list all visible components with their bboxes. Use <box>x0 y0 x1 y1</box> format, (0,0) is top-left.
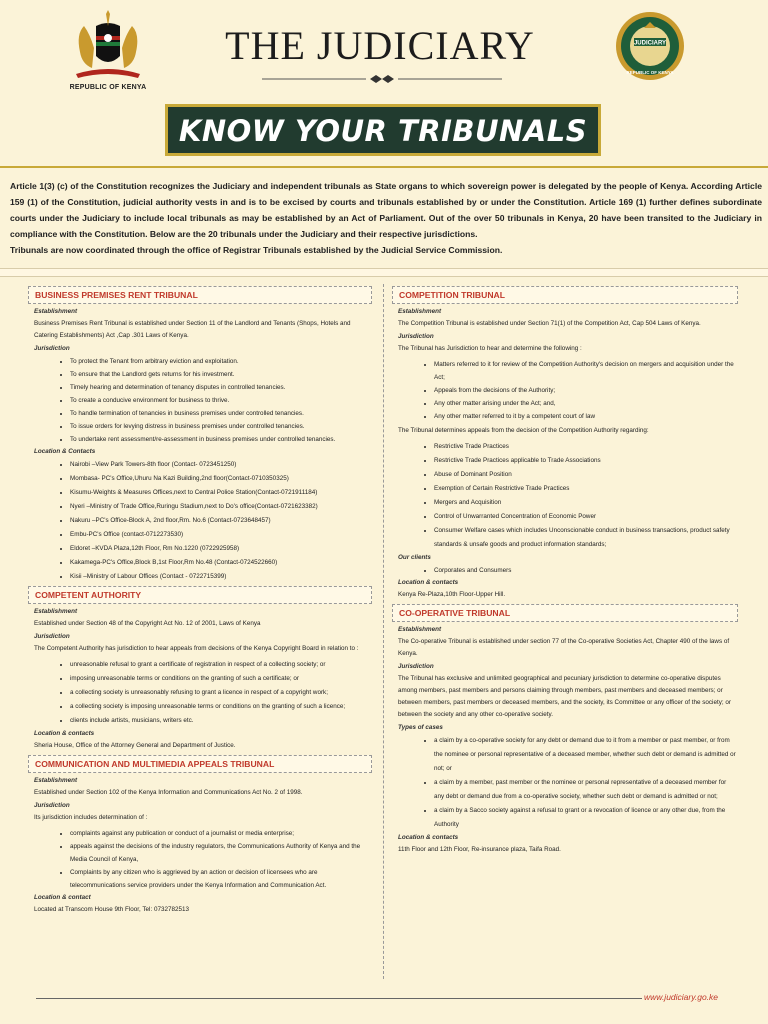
list-item: • To ensure that the Landlord gets returns for his investment. <box>70 368 372 381</box>
jurisdiction-label: Jurisdiction <box>34 802 70 809</box>
jurisdiction-text: The Tribunal has Jurisdiction to hear and determine the following : <box>398 345 582 352</box>
judiciary-emblem-icon <box>614 8 686 84</box>
list-item: • Kisumu-Weights & Measures Offices,next to Central Police Station(Contact-0721911184) <box>70 486 372 500</box>
jurisdiction-list <box>392 358 738 423</box>
establishment-text: Established under Section 102 of the Kenya Information and Communications Act No. 2 of 1998. <box>34 789 303 796</box>
list-item: • To issue orders for levying distress in business premises under controlled tenancies. <box>70 420 372 433</box>
jurisdiction-list <box>28 658 372 728</box>
list-item: • Matters referred to it for review of the Competition Authority's decision on mergers and acquisition under the Act; <box>434 358 738 384</box>
right-column <box>392 286 738 859</box>
list-item: • Restrictive Trade Practices applicable to Trade Associations <box>434 454 738 468</box>
location-text: Kenya Re-Plaza,10th Floor-Upper Hill. <box>398 591 506 598</box>
location-label: Location & contact <box>34 894 91 901</box>
location-text: Sheria House, Office of the Attorney General and Department of Justice. <box>34 742 236 749</box>
banner-title: KNOW YOUR TRIBUNALS <box>178 114 588 148</box>
list-item: • Any other matter referred to it by a competent court of law <box>434 410 738 423</box>
list-item: • Consumer Welfare cases which includes Unconscionable conduct in business transactions, product safety standards & unsafe goods and product information standards; <box>434 524 738 552</box>
clients-label: Our clients <box>398 554 431 561</box>
list-item: • Kakamega-PC's Office,Block B,1st Floor,Rm No.48 (Contact-0724522660) <box>70 556 372 570</box>
list-item: • To protect the Tenant from arbitrary eviction and exploitation. <box>70 355 372 368</box>
list-item: • Corporates and Consumers <box>434 564 738 577</box>
section-separator <box>0 268 768 277</box>
establishment-label: Establishment <box>34 608 78 615</box>
list-item: • To undertake rent assessment/re-assessment in business premises under controlled tenancies. <box>70 433 372 446</box>
location-label: Location & contacts <box>398 579 459 586</box>
jurisdiction-label: Jurisdiction <box>398 663 434 670</box>
determination-text: The Tribunal determines appeals from the decision of the Competition Authority regarding: <box>398 427 649 434</box>
location-text: Located at Transcom House 9th Floor, Tel: 0732782513 <box>34 906 189 913</box>
section-title-bprt: BUSINESS PREMISES RENT TRIBUNAL <box>28 286 372 304</box>
list-item: • Abuse of Dominant Position <box>434 468 738 482</box>
list-item: • Kisii –Ministry of Labour Offices (Contact - 0722715399) <box>70 570 372 584</box>
location-label: Location & contacts <box>398 834 459 841</box>
list-item: • unreasonable refusal to grant a certificate of registration in respect of a collecting society; or <box>70 658 372 672</box>
location-text: 11th Floor and 12th Floor, Re-insurance plaza, Taifa Road. <box>398 846 561 853</box>
establishment-label: Establishment <box>34 308 78 315</box>
left-column <box>28 286 372 919</box>
types-list <box>392 734 738 832</box>
kenya-coat-of-arms-icon <box>70 8 146 80</box>
list-item: • Restrictive Trade Practices <box>434 440 738 454</box>
location-label: Location & contacts <box>34 730 95 737</box>
list-item: • Control of Unwarranted Concentration of Economic Power <box>434 510 738 524</box>
list-item: • Embu-PC's Office (contact-0712273530) <box>70 528 372 542</box>
section-title-cmat: COMMUNICATION AND MULTIMEDIA APPEALS TRIBUNAL <box>28 755 372 773</box>
country-label: REPUBLIC OF KENYA <box>69 84 147 91</box>
clients-list <box>392 564 738 577</box>
footer-divider <box>36 998 642 999</box>
list-item: • a collecting society is imposing unreasonable terms or conditions on the granting of such a licence; <box>70 700 372 714</box>
establishment-text: Established under Section 48 of the Copyright Act No. 12 of 2001, Laws of Kenya <box>34 620 261 627</box>
intro-paragraph: Article 1(3) (c) of the Constitution recognizes the Judiciary and independent tribunals as State organs to which sovereign power is delegated by the people of Kenya. According Article 159 (1) of the Constitution, judicial authority vests in and is to be excised by courts and tribunals established by or under the Constitution. Article 169 (1) further defines subordinate courts under the Judiciary to include local tribunals as may be established by an Act of Parliament. Out of the over 50 tribunals in Kenya, 20 have been transited to the Judiciary in compliance with the Constitution. Below are the 20 tribunals under the Judiciary and their respective jurisdictions. <box>10 181 762 239</box>
list-item: • a collecting society is unreasonably refusing to grant a licence in respect of a copyright work; <box>70 686 372 700</box>
jurisdiction-text: Its jurisdiction includes determination of : <box>34 814 148 821</box>
list-item: • Exemption of Certain Restrictive Trade Practices <box>434 482 738 496</box>
jurisdiction-list <box>28 355 372 446</box>
establishment-label: Establishment <box>398 308 442 315</box>
list-item: • Nakuru –PC's Office-Block A, 2nd floor,Rm. No.6 (Contact-0723648457) <box>70 514 372 528</box>
header-divider <box>0 166 768 168</box>
page-title: THE JUDICIARY <box>225 23 535 68</box>
establishment-text: Business Premises Rent Tribunal is established under Section 11 of the Landlord and Tenants (Shops, Hotels and Catering Establishments) Act ,Cap .301 Laws of Kenya. <box>34 320 351 339</box>
determination-list <box>392 440 738 552</box>
location-list <box>28 458 372 584</box>
title-ornament-icon <box>262 73 502 85</box>
list-item: • To create a conducive environment for business to thrive. <box>70 394 372 407</box>
types-label: Types of cases <box>398 724 443 731</box>
footer-link[interactable]: www.judiciary.go.ke <box>644 992 719 1002</box>
section-title-ct: COMPETITION TRIBUNAL <box>392 286 738 304</box>
list-item: • Nyeri –Ministry of Trade Office,Ruringu Stadium,next to Do's office(Contact-0721623382) <box>70 500 372 514</box>
header <box>0 0 768 168</box>
list-item: • clients include artists, musicians, writers etc. <box>70 714 372 728</box>
jurisdiction-text: The Tribunal has exclusive and unlimited geographical and pecuniary jurisdiction to determine co-operative disputes among members, past members and persons claiming through members, past members and deceased members; or between members, past members or deceased members, and the society, its Committee or any officer of the society; or between the society and any other co-operative society. <box>398 675 731 718</box>
banner <box>165 104 601 156</box>
establishment-label: Establishment <box>398 626 442 633</box>
list-item: • Mergers and Acquisition <box>434 496 738 510</box>
section-title-ca: COMPETENT AUTHORITY <box>28 586 372 604</box>
list-item: • Any other matter arising under the Act; and, <box>434 397 738 410</box>
list-item: • a claim by a member, past member or the nominee or personal representative of a deceased member for any debt or demand due from a co-operative society, whether such debt or demand is admitted or not; <box>434 776 738 804</box>
list-item: • Complaints by any citizen who is aggrieved by an action or decision of licensees who are telecommunications service providers under the Kenya Information and Communication Act. <box>70 866 372 892</box>
list-item: • Nairobi –View Park Towers-8th floor (Contact- 0723451250) <box>70 458 372 472</box>
list-item: • a claim by a co-operative society for any debt or demand due to it from a member or past member, or from the nominee or personal representative of a deceased member, whether such debt or demand is admitted or not; or <box>434 734 738 776</box>
list-item: • imposing unreasonable terms or conditions on the granting of such a certificate; or <box>70 672 372 686</box>
list-item: • Timely hearing and determination of tenancy disputes in controlled tenancies. <box>70 381 372 394</box>
jurisdiction-label: Jurisdiction <box>34 345 70 352</box>
list-item: • a claim by a Sacco society against a refusal to grant or a revocation of licence or any other due, from the Authority <box>434 804 738 832</box>
list-item: • complaints against any publication or conduct of a journalist or media enterprise; <box>70 827 372 840</box>
list-item: • Appeals from the decisions of the Authority; <box>434 384 738 397</box>
establishment-label: Establishment <box>34 777 78 784</box>
list-item: • To handle termination of tenancies in business premises under controlled tenancies. <box>70 407 372 420</box>
jurisdiction-list <box>28 827 372 892</box>
column-divider <box>383 284 384 979</box>
list-item: • Mombasa- PC's Office,Uhuru Na Kazi Building,2nd floor(Contact-0710350325) <box>70 472 372 486</box>
section-title-coop: CO-OPERATIVE TRIBUNAL <box>392 604 738 622</box>
jurisdiction-label: Jurisdiction <box>398 333 434 340</box>
emblem-text: JUDICIARY <box>633 40 667 47</box>
list-item: • Eldoret –KVDA Plaza,12th Floor, Rm No.1220 (0722925958) <box>70 542 372 556</box>
location-label: Location & Contacts <box>34 448 96 455</box>
jurisdiction-label: Jurisdiction <box>34 633 70 640</box>
intro-note: Tribunals are now coordinated through the office of Registrar Tribunals established by the Judicial Service Commission. <box>10 245 503 255</box>
establishment-text: The Competition Tribunal is established under Section 71(1) of the Competition Act, Cap 504 Laws of Kenya. <box>398 320 701 327</box>
jurisdiction-text: The Competent Authority has jurisdiction to hear appeals from decisions of the Kenya Copyright Board in relation to : <box>34 645 359 652</box>
emblem-subtext: REPUBLIC OF KENYA <box>626 70 674 75</box>
list-item: • appeals against the decisions of the industry regulators, the Communications Authority of Kenya and the Media Council of Kenya, <box>70 840 372 866</box>
establishment-text: The Co-operative Tribunal is established under section 77 of the Co-operative Societies Act, Chapter 490 of the laws of Kenya. <box>398 638 730 657</box>
